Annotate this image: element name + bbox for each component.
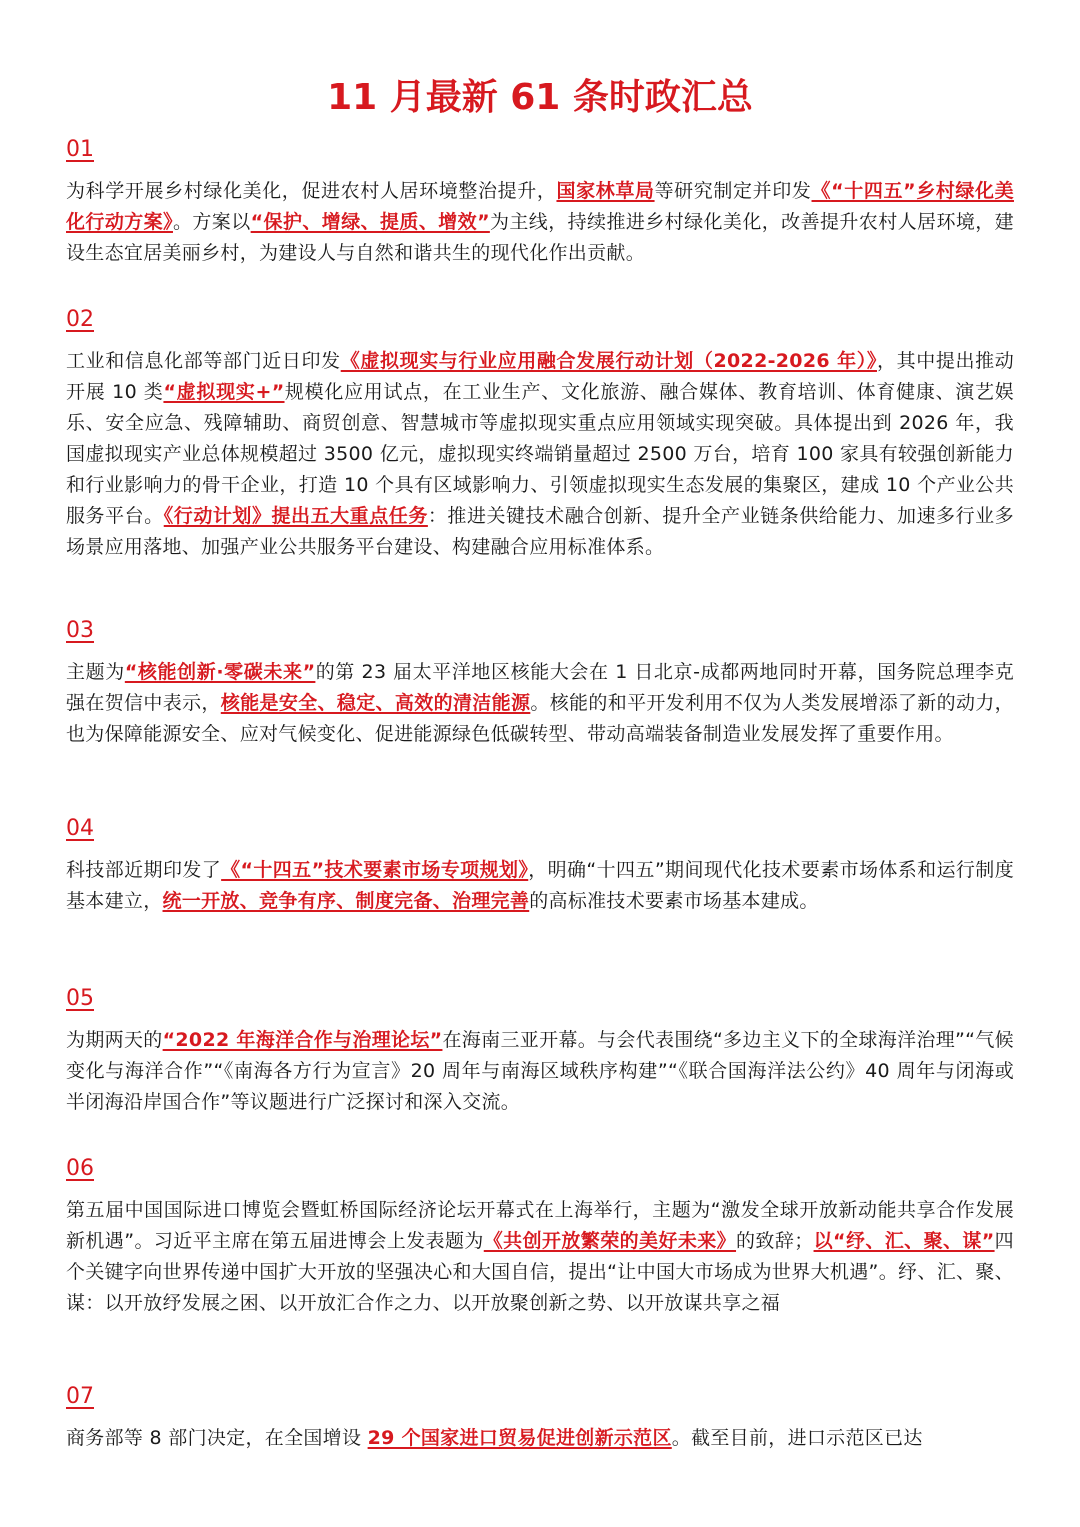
highlighted-phrase: “2022 年海洋合作与治理论坛” xyxy=(162,1029,443,1051)
item-number: 04 xyxy=(66,816,94,841)
text-run: 规模化应用试点，在工业生产、文化旅游、融合媒体、教育培训、体育健康、演艺娱乐、安全应急、残障辅助、商贸创意、智慧城市等虚拟现实重点应用领域实现突破。具体提出到 2026 年，我国虚拟现实产业总体规模超过 3500 亿元，虚拟现实终端销量超过 2500 万台，培育 100 家具有较强创新能力和行业影响力的骨干企业，打造 10 个具有区域影响力、引领虚拟现实生态发展的集聚区，建成 10 个产业公共服务平台。 xyxy=(66,381,1014,527)
highlighted-phrase: 国家林草局 xyxy=(556,180,655,202)
highlighted-phrase: 《虚拟现实与行业应用融合发展行动计划（2022-2026 年）》 xyxy=(340,350,877,372)
item-paragraph xyxy=(66,855,1014,917)
text-run: 四个关键字向世界传递中国扩大开放的坚强决心和大国自信，提出“让中国大市场成为世界大机遇”。纾、汇、聚、谋：以开放纾发展之困、以开放汇合作之力、以开放聚创新之势、以开放谋共享之福 xyxy=(66,1230,1014,1314)
text-run: 。截至目前，进口示范区已达 xyxy=(671,1427,923,1449)
highlighted-phrase: 《行动计划》提出五大重点任务 xyxy=(163,505,428,527)
highlighted-phrase: 统一开放、竞争有序、制度完备、治理完善 xyxy=(162,890,530,912)
text-run: 为主线，持续推进乡村绿化美化，改善提升农村人居环境，建设生态宜居美丽乡村，为建设人与自然和谐共生的现代化作出贡献。 xyxy=(66,211,1014,264)
text-run: 为期两天的 xyxy=(66,1029,163,1051)
text-run: 商务部等 8 部门决定，在全国增设 xyxy=(66,1427,368,1449)
item-number: 07 xyxy=(66,1384,94,1409)
text-run: 的高标准技术要素市场基本建成。 xyxy=(529,890,819,912)
item-paragraph xyxy=(66,657,1014,750)
text-run: 主题为 xyxy=(66,661,125,683)
text-run: ：推进关键技术融合创新、提升全产业链条供给能力、加速多行业多场景应用落地、加强产业公共服务平台建设、构建融合应用标准体系。 xyxy=(66,505,1014,558)
text-run: 在海南三亚开幕。与会代表围绕“多边主义下的全球海洋治理”“气候变化与海洋合作”“《南海各方行为宣言》20 周年与南海区域秩序构建”“《联合国海洋法公约》40 周年与闭海或半闭海沿岸国合作”等议题进行广泛探讨和深入交流。 xyxy=(66,1029,1014,1113)
item-paragraph xyxy=(66,1423,1014,1454)
text-run: 。核能的和平开发利用不仅为人类发展增添了新的动力，也为保障能源安全、应对气候变化、促进能源绿色低碳转型、带动高端装备制造业发展发挥了重要作用。 xyxy=(66,692,1014,745)
highlighted-phrase: 《共创开放繁荣的美好未来》 xyxy=(483,1230,737,1252)
item-number: 05 xyxy=(66,986,94,1011)
highlighted-phrase: 29 个国家进口贸易促进创新示范区 xyxy=(367,1427,672,1449)
news-item-04 xyxy=(66,815,1014,917)
news-item-03 xyxy=(66,617,1014,750)
page-title: 11 月最新 61 条时政汇总 xyxy=(327,77,753,118)
highlighted-phrase: “虚拟现实+” xyxy=(163,381,285,403)
news-item-01 xyxy=(66,136,1014,269)
news-item-06 xyxy=(66,1155,1014,1319)
highlighted-phrase: 核能是安全、稳定、高效的清洁能源 xyxy=(220,692,531,714)
highlighted-phrase: 《“十四五”乡村绿化美化行动方案》 xyxy=(66,180,1014,233)
item-number: 03 xyxy=(66,618,94,643)
text-run: 为科学开展乡村绿化美化，促进农村人居环境整治提升， xyxy=(66,180,557,202)
highlighted-phrase: “核能创新·零碳未来” xyxy=(124,661,316,683)
text-run: 。方案以 xyxy=(172,211,251,233)
text-run: 第五届中国国际进口博览会暨虹桥国际经济论坛开幕式在上海举行，主题为“激发全球开放新动能共享合作发展新机遇”。习近平主席在第五届进博会上发表题为 xyxy=(66,1199,1014,1252)
text-run: 的第 23 届太平洋地区核能大会在 1 日北京-成都两地同时开幕，国务院总理李克强在贺信中表示， xyxy=(66,661,1015,714)
text-run: 科技部近期印发了 xyxy=(66,859,222,881)
item-paragraph xyxy=(66,176,1014,269)
item-number: 01 xyxy=(66,137,94,162)
item-number: 06 xyxy=(66,1156,94,1181)
text-run: 的致辞； xyxy=(736,1230,814,1252)
item-paragraph xyxy=(66,346,1014,563)
highlighted-phrase: “保护、增绿、提质、增效” xyxy=(250,211,490,233)
text-run: 工业和信息化部等部门近日印发 xyxy=(66,350,341,372)
highlighted-phrase: 以“纾、汇、聚、谋” xyxy=(813,1230,995,1252)
item-paragraph xyxy=(66,1025,1014,1118)
text-run: ，明确“十四五”期间现代化技术要素市场体系和运行制度基本建立， xyxy=(66,859,1014,912)
news-item-02 xyxy=(66,306,1014,563)
item-number: 02 xyxy=(66,307,94,332)
highlighted-phrase: 《“十四五”技术要素市场专项规划》 xyxy=(221,859,529,881)
news-item-05 xyxy=(66,985,1014,1118)
news-item-07 xyxy=(66,1383,1014,1454)
item-paragraph xyxy=(66,1195,1014,1319)
text-run: 等研究制定并印发 xyxy=(654,180,812,202)
text-run: ，其中提出推动开展 10 类 xyxy=(66,350,1014,403)
